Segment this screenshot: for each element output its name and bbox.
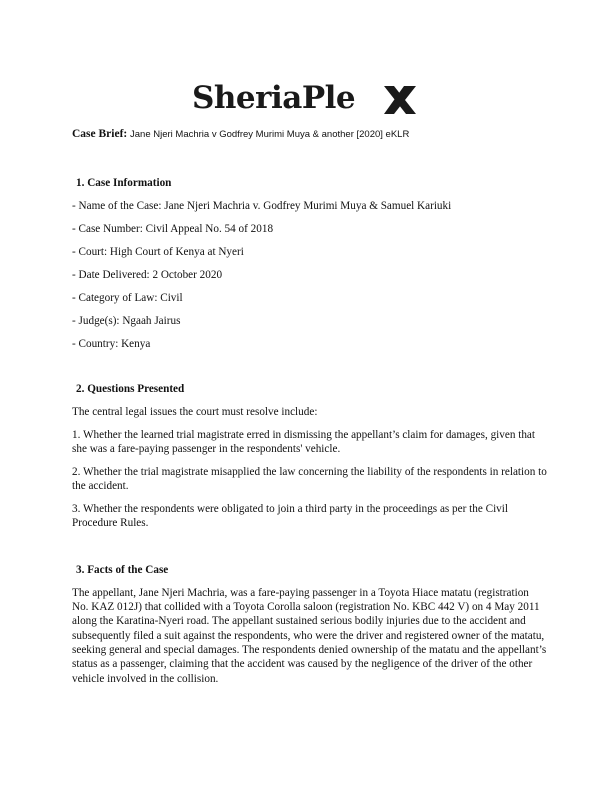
court: - Court: High Court of Kenya at Nyeri [72, 245, 244, 258]
country: - Country: Kenya [72, 338, 151, 351]
category-of-law: - Category of Law: Civil [72, 292, 183, 305]
judges: - Judge(s): Ngaah Jairus [72, 315, 181, 328]
case-brief-line [72, 128, 409, 140]
case-brief-label: Case Brief: [72, 128, 128, 140]
question-item: 2. Whether the trial magistrate misapplied the law concerning the liability of the respondents in relation to the accident. [72, 465, 547, 492]
case-information-section [72, 176, 548, 352]
questions-intro: The central legal issues the court must resolve include: [72, 405, 318, 418]
sheriaplex-logo [192, 78, 424, 122]
date-delivered: - Date Delivered: 2 October 2020 [72, 269, 223, 282]
logo-text: SheriaPle [192, 80, 356, 116]
facts-section [72, 563, 548, 686]
section-heading: 1. Case Information [76, 177, 172, 189]
case-number: - Case Number: Civil Appeal No. 54 of 2018 [72, 222, 274, 235]
facts-body: The appellant, Jane Njeri Machria, was a fare-paying passenger in a Toyota Hiace matatu (registration No. KAZ 012J) that collided with a Toyota Corolla saloon (registration No. KBC 442 V) on 4 May 2011 along the Karatina-Nyeri road. The appellant sustained serious bodily injuries due to the accident and subsequently filed a suit against the respondents, who were the driver and registered owner of the matatu, seeking general and special damages. The respondents denied ownership of the matatu and the appellant’s status as a passenger, claiming that the accident was caused by the negligence of the driver of the other vehicle involved in the collision. [72, 586, 547, 685]
questions-presented-section [72, 382, 548, 530]
case-name: - Name of the Case: Jane Njeri Machria v. Godfrey Murimi Muya & Samuel Kariuki [72, 199, 452, 212]
section-heading: 3. Facts of the Case [76, 564, 169, 576]
case-brief-title: Jane Njeri Machria v Godfrey Murimi Muya & another [2020] eKLR [130, 129, 410, 140]
logo-x-mark [382, 82, 418, 118]
question-item: 3. Whether the respondents were obligated to join a third party in the proceedings as per the Civil Procedure Rules. [72, 502, 508, 530]
question-item: 1. Whether the learned trial magistrate erred in dismissing the appellant’s claim for damages, given that she was a fare-paying passenger in the respondents' vehicle. [72, 428, 535, 455]
section-heading: 2. Questions Presented [76, 383, 185, 395]
